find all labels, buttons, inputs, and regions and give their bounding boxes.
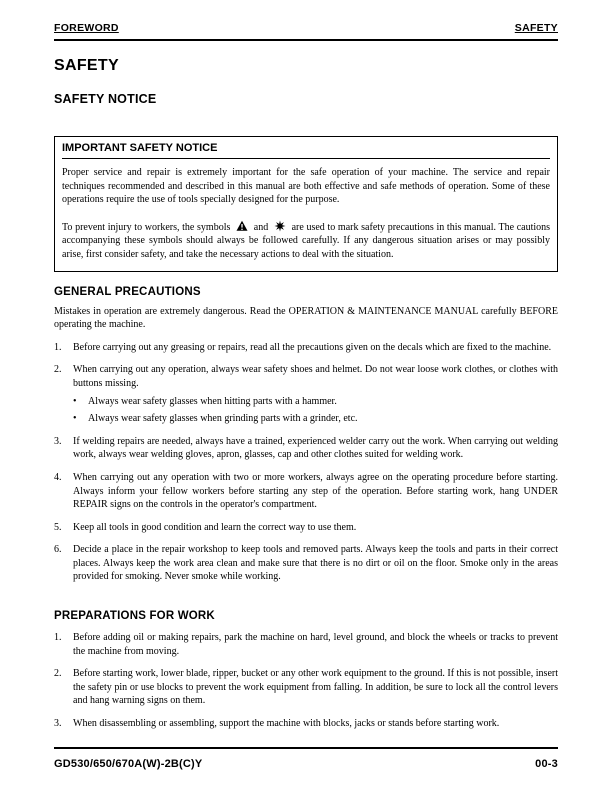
list-item [54, 435, 558, 462]
list-item-number: 1. [54, 341, 62, 353]
list-sub-item-text: Always wear safety glasses when grinding parts with a grinder, etc. [88, 413, 358, 425]
list-sub-item-text: Always wear safety glasses when hitting parts with a hammer. [88, 395, 337, 407]
notice-box-title: IMPORTANT SAFETY NOTICE [62, 142, 550, 159]
notice-paragraph-2-and: and [253, 221, 269, 233]
list-item [54, 543, 558, 584]
list-item [54, 471, 558, 512]
notice-paragraph-1: Proper service and repair is extremely important for the safe operation of your machine. The service and repair techniques recommended and described in this manual are both effective and safe methods of operation. Some of these operations require the use of tools specially designed for the purpose. [62, 167, 550, 206]
header-left-label: FOREWORD [54, 22, 119, 34]
list-item-text: If welding repairs are needed, always have a trained, experienced welder carry out the work. When carrying out welding work, always wear welding gloves, apron, glasses, cap and other clothes suited for welding work. [73, 435, 558, 461]
notice-paragraph-2 [62, 220, 550, 262]
list-item-text: Before starting work, lower blade, ripper, bucket or any other work equipment to the ground. If this is not possible, insert the safety pin or use blocks to prevent the work equipment from falling. In addition, be sure to lock all the control levers and hang warning signs on them. [73, 668, 558, 707]
section-heading-general-precautions: GENERAL PRECAUTIONS [54, 285, 201, 298]
list-sub-item [73, 395, 558, 409]
important-safety-notice-box [54, 136, 558, 272]
list-item-text: When carrying out any operation with two or more workers, always agree on the operating procedure before starting. Always inform your fellow workers before starting any step of the operation. Before starting work, hang UNDER REPAIR signs on the controls in the operator's compartment. [73, 471, 558, 511]
bullet-glyph: • [73, 395, 77, 407]
hazard-star-icon [274, 220, 286, 232]
list-item [54, 341, 558, 355]
list-item-text: Before adding oil or making repairs, park the machine on hard, level ground, and block the wheels or tracks to prevent the machine from moving. [73, 632, 558, 657]
notice-paragraph-2-after: are used to mark safety precautions in this manual. The cautions accompanying these symbols should always be followed carefully. If any dangerous situation arises or may possibly arise, first consider safety, and take the necessary actions to deal with the situation. [62, 221, 551, 260]
list-item [54, 631, 558, 658]
footer-page-number: 00-3 [535, 758, 558, 770]
warning-triangle-icon [236, 220, 248, 232]
footer-model-number: GD530/650/670A(W)-2B(C)Y [54, 758, 203, 770]
list-item-text: Decide a place in the repair workshop to keep tools and removed parts. Always keep the tools and parts in their correct places. Always keep the work area clean and make sure that there is no dirt or oil on the floor. Smoke only in the areas provided for smoking. Never smoke while working. [73, 544, 558, 583]
list-item-number: 2. [54, 364, 62, 376]
list-item-text: When disassembling or assembling, support the machine with blocks, jacks or stands before starting work. [73, 718, 500, 730]
general-precautions-list [54, 341, 558, 584]
page-subtitle: SAFETY NOTICE [54, 92, 157, 106]
list-item-text: When carrying out any operation, always wear safety shoes and helmet. Do not wear loose work clothes, or clothes with buttons missing. [73, 364, 558, 389]
list-item [54, 521, 558, 535]
list-item [54, 717, 558, 731]
list-item [54, 667, 558, 708]
general-precautions-intro: Mistakes in operation are extremely dangerous. Read the OPERATION & MAINTENANCE MANUAL carefully BEFORE operating the machine. [54, 305, 558, 331]
list-item-number: 5. [54, 521, 62, 533]
page-footer [54, 747, 558, 770]
page-title: SAFETY [54, 57, 119, 74]
list-item-number: 3. [54, 718, 62, 730]
list-item-number: 3. [54, 435, 62, 447]
notice-paragraph-2-before: To prevent injury to workers, the symbols [62, 221, 231, 233]
list-item-text: Keep all tools in good condition and learn the correct way to use them. [73, 521, 357, 533]
list-item [54, 363, 558, 390]
list-item-text: Before carrying out any greasing or repairs, read all the precautions given on the decals which are fixed to the machine. [73, 341, 552, 353]
list-item-number: 1. [54, 632, 62, 644]
list-sub-item [73, 412, 558, 426]
section-heading-preparations-for-work: PREPARATIONS FOR WORK [54, 610, 215, 623]
list-item-number: 4. [54, 471, 62, 483]
preparations-list [54, 631, 558, 731]
bullet-glyph: • [73, 413, 77, 425]
page-header [54, 22, 558, 41]
list-item-number: 6. [54, 544, 62, 556]
header-right-label: SAFETY [514, 22, 558, 34]
list-item-number: 2. [54, 668, 62, 680]
